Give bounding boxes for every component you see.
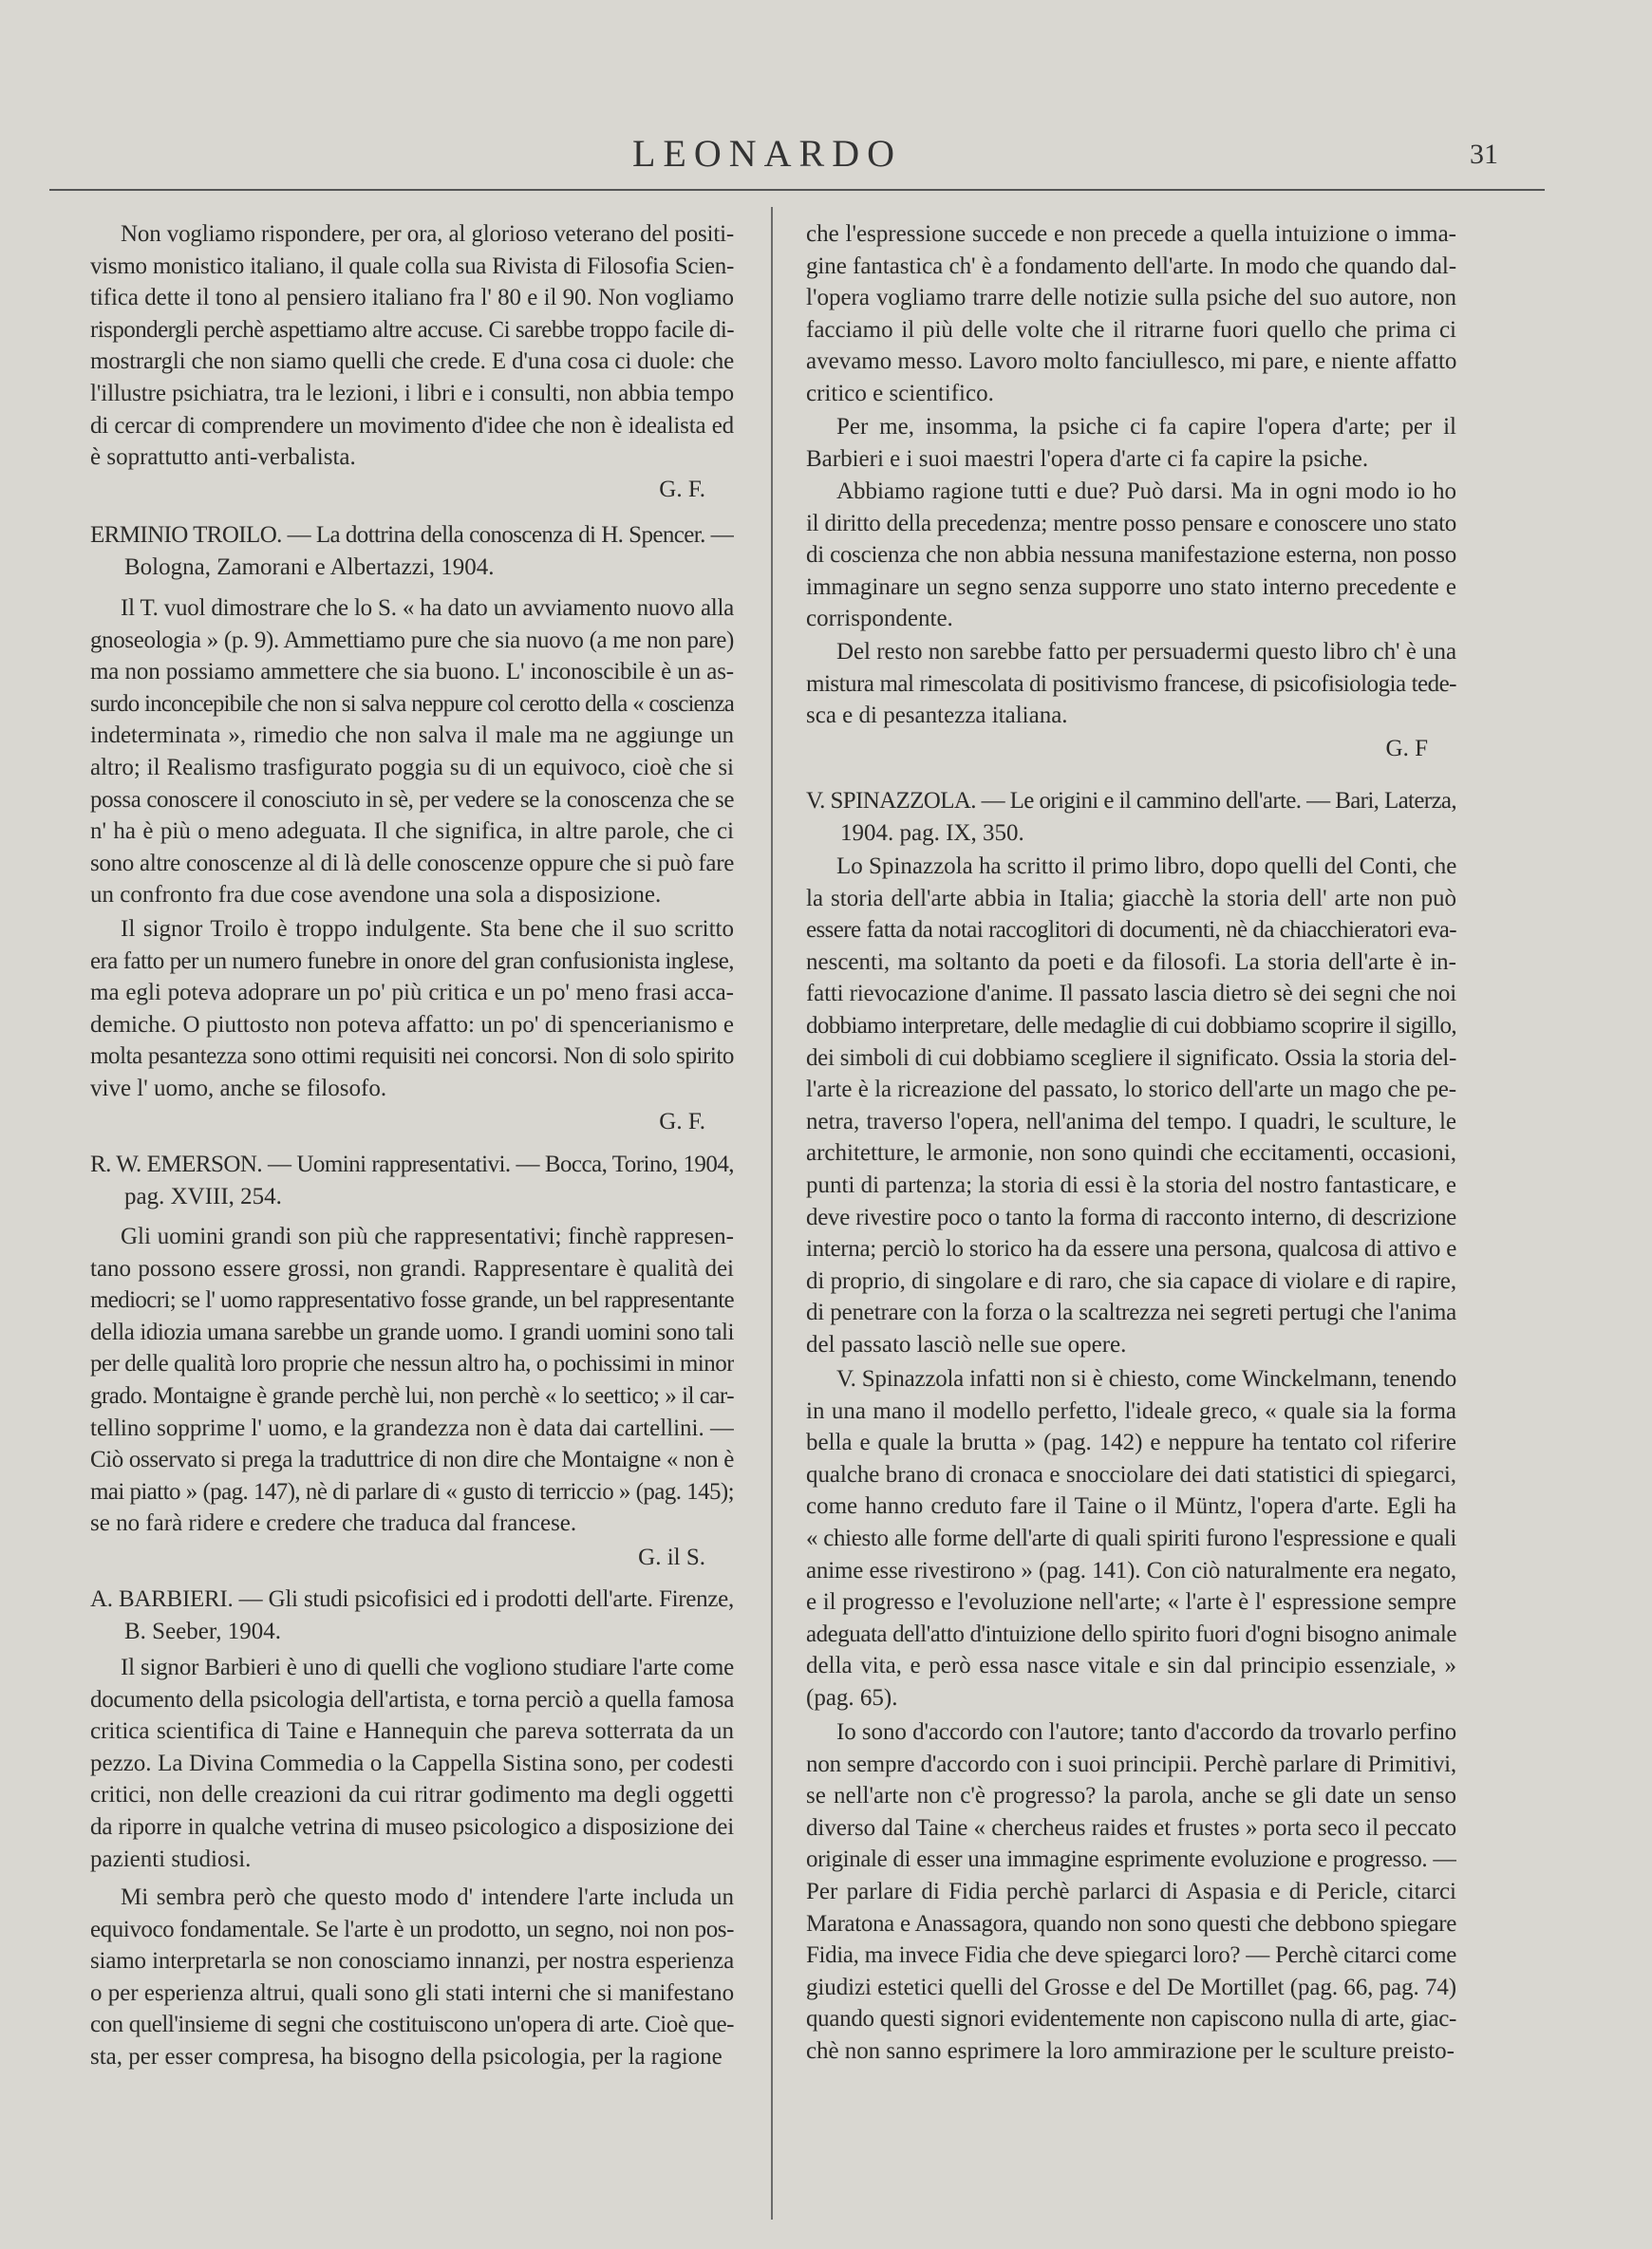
text-line: dobbiamo interpretare, delle medaglie di cui dobbiamo scoprire il sigillo, (806, 1012, 1456, 1039)
paragraph (806, 1716, 1456, 2068)
text-line: mistura mal rimescolata di positivismo francese, di psicofisiologia tede- (806, 670, 1456, 697)
text-line: fatti rievocazione d'anime. Il passato lascia dietro sè dei segni che noi (806, 981, 1456, 1007)
text-line: quando questi signori evidentemente non capiscono nulla di arte, giac- (806, 2006, 1456, 2033)
text-line: Gli uomini grandi son più che rappresentativi; finchè rappresen- (121, 1224, 734, 1249)
text-line: critico e scientifico. (806, 380, 994, 406)
text-line: A. BARBIERI. — Gli studi psicofisici ed i prodotti dell'arte. Firenze, (90, 1586, 734, 1612)
text-line: ERMINIO TROILO. — La dottrina della conoscenza di H. Spencer. — (90, 522, 734, 548)
text-line: pag. XVIII, 254. (124, 1183, 282, 1209)
paragraph (806, 218, 1456, 410)
text-line: che l'espressione succede e non precede a quella intuizione o imma- (806, 221, 1456, 247)
header-rule (49, 189, 1545, 191)
text-line: G. F (1385, 736, 1428, 761)
text-line: giudizi estetici quelli del Grosse e del De Mortillet (pag. 66, pag. 74) (806, 1974, 1456, 2000)
text-line: critica scientifica di Taine e Hannequin che pareva sotterrata da un (90, 1718, 734, 1745)
text-line: dei simboli di cui dobbiamo scegliere il significato. Ossia la storia del- (806, 1044, 1456, 1071)
text-line: rispondergli perchè aspettiamo altre accuse. Ci sarebbe troppo facile di- (90, 316, 734, 343)
text-line: della idiozia umana sarebbe un grande uomo. I grandi uomini sono tali (90, 1319, 734, 1345)
paragraph (806, 636, 1456, 732)
text-line: Maratona e Anassagora, quando non sono questi che debbono spiegare (806, 1910, 1456, 1937)
text-line: della vita, e però essa nasce vitale e sin dal principio essenziale, » (806, 1653, 1456, 1679)
text-line: sono altre conoscenze al di là delle conoscenze oppure che si può fare (90, 850, 734, 876)
text-line: in una mano il modello perfetto, l'ideale greco, « quale sia la forma (806, 1397, 1456, 1424)
text-line: ma egli poteva adoprare un po' più critica e un po' meno frasi acca- (90, 980, 734, 1006)
text-line: architetture, le armonie, non sono quindi che eccitamenti, occasioni, (806, 1140, 1456, 1167)
text-line: di coscienza che non abbia nessuna manifestazione esterna, non posso (806, 542, 1456, 569)
text-line: come hanno creduto fare il Taine o il Müntz, l'opera d'arte. Egli ha (806, 1493, 1456, 1520)
text-line: da riporre in qualche vetrina di museo psicologico a disposizione dei (90, 1813, 734, 1840)
text-line: documento della psicologia dell'artista, e torna perciò a quella famosa (90, 1686, 734, 1713)
text-line: G. il S. (638, 1545, 705, 1570)
paragraph (90, 218, 734, 474)
text-line: « chiesto alle forme dell'arte di quali spiriti furono l'espressione e quali (806, 1525, 1456, 1551)
text-line: nescenti, ma soltanto da poeti e da filosofi. La storia dell'arte è in- (806, 948, 1456, 975)
text-line: V. SPINAZZOLA. — Le origini e il cammino dell'arte. — Bari, Laterza, (806, 788, 1456, 814)
text-line: Ciò osservato si prega la traduttrice di non dire che Montaigne « non è (90, 1447, 734, 1473)
text-line: mai piatto » (pag. 147), nè di parlare di « gusto di terriccio » (pag. 145); (90, 1478, 734, 1505)
review-heading (90, 519, 734, 583)
text-line: Del resto non sarebbe fatto per persuadermi questo libro ch' è una (836, 639, 1456, 665)
text-line: Barbieri e i suoi maestri l'opera d'arte ci fa capire la psiche. (806, 445, 1369, 472)
text-line: Mi sembra però che questo modo d' intendere l'arte includa un (121, 1884, 734, 1910)
text-line: corrispondente. (806, 606, 953, 632)
text-line: l'illustre psichiatra, tra le lezioni, i libri e i consulti, non abbia tempo (90, 380, 734, 406)
text-line: bella e quale la brutta » (pag. 142) e neppure ha tentato col riferire (806, 1430, 1456, 1456)
text-line: punti di partenza; la storia di essi è la storia del nostro fantasticare, e (806, 1171, 1456, 1198)
page-number: 31 (1470, 139, 1498, 170)
text-line: Io sono d'accordo con l'autore; tanto d'accordo da trovarlo perfino (836, 1719, 1456, 1745)
text-line: vive l' uomo, anche se filosofo. (90, 1075, 387, 1101)
text-line: un confronto fra due cose avendone una sola a disposizione. (90, 882, 662, 909)
text-line: sca e di pesantezza italiana. (806, 703, 1068, 729)
text-line: l'opera vogliamo trarre delle notizie sulla psiche del suo autore, non (806, 285, 1456, 311)
text-line: G. F. (659, 1109, 705, 1134)
paragraph (806, 1363, 1456, 1715)
text-line: gnoseologia » (p. 9). Ammettiamo pure che sia nuovo (a me non pare) (90, 627, 734, 653)
text-line: se nell'arte non c'è progresso? la parola, anche se gli date un senso (806, 1783, 1456, 1809)
paragraph (90, 1221, 734, 1540)
text-line: è soprattutto anti-verbalista. (90, 444, 356, 471)
text-line: molta pesantezza sono ottimi requisiti nei concorsi. Non di solo spirito (90, 1043, 734, 1070)
text-line: se no farà ridere e credere che traduca dal francese. (90, 1510, 577, 1537)
text-line: indeterminata », rimedio che non salva il male ma ne aggiunge un (90, 722, 734, 749)
text-line: la storia dell'arte abbia in Italia; giacchè la storia dell' arte non può (806, 885, 1456, 911)
text-line: netra, traverso l'opera, nell'anima del tempo. I quadri, le sculture, le (806, 1108, 1456, 1134)
text-line: B. Seeber, 1904. (124, 1618, 281, 1644)
text-line: deve rivestire poco o tanto la forma di racconto interno, di descrizione (806, 1204, 1456, 1230)
text-line: diverso dal Taine « chercheus raides et frustes » porta seco il peccato (806, 1814, 1456, 1841)
text-line: di proprio, di singolare e di raro, che sia capace di violare e di rapire, (806, 1267, 1456, 1294)
paragraph (90, 1882, 734, 2073)
text-line: gine fantastica ch' è a fondamento dell'arte. In modo che quando dal- (806, 253, 1456, 279)
text-line: Per me, insomma, la psiche ci fa capire l'opera d'arte; per il (836, 414, 1456, 440)
text-line: tifica dette il tono al pensiero italiano fra l' 80 e il 90. Non vogliamo (90, 285, 734, 311)
text-line: (pag. 65). (806, 1684, 898, 1711)
signature (90, 1542, 734, 1574)
text-line: G. F. (659, 477, 705, 502)
text-line: avevamo messo. Lavoro molto fanciullesco, mi pare, e niente affatto (806, 348, 1456, 375)
text-line: o per esperienza altrui, quali sono gli stati interni che si manifestano (90, 1979, 734, 2006)
text-line: di cercar di comprendere un movimento d'idee che non è idealista ed (90, 412, 734, 439)
text-line: 1904. pag. IX, 350. (840, 819, 1024, 846)
text-line: originale di esser una immagine esprimente evoluzione e progresso. — (806, 1846, 1456, 1873)
text-line: essere fatta da notai raccoglitori di documenti, nè da chiacchieratori eva- (806, 917, 1456, 944)
review-heading (90, 1584, 734, 1647)
text-line: per delle qualità loro proprie che nessun altro ha, o pochissimi in minor (90, 1351, 734, 1378)
text-line: Il signor Barbieri è uno di quelli che vogliono studiare l'arte come (121, 1655, 734, 1680)
text-line: del passato lasciò nelle sue opere. (806, 1331, 1127, 1358)
text-line: mediocri; se l' uomo rappresentativo fosse grande, un bel rappresentante (90, 1287, 734, 1314)
text-line: Fidia, ma invece Fidia che deve spiegarci loro? — Perchè citarci come (806, 1942, 1456, 1969)
text-line: sta, per esser compresa, ha bisogno della psicologia, per la ragione (90, 2043, 723, 2070)
text-line: era fatto per un numero funebre in onore del gran confusionista inglese, (90, 947, 734, 974)
text-line: di penetrare con la forza o la scaltrezza nei segreti pertugi che l'anima (806, 1300, 1456, 1326)
paragraph (806, 476, 1456, 635)
text-line: R. W. EMERSON. — Uomini rappresentativi. — Bocca, Torino, 1904, (90, 1152, 734, 1177)
text-line: altro; il Realismo trasfigurato poggia su di un equivoco, cioè che si (90, 754, 734, 780)
text-line: possa conoscere il conosciuto in sè, per vedere se la conoscenza che se (90, 786, 734, 813)
text-line: surdo inconcepibile che non si salva neppure col cerotto della « coscienza (90, 690, 734, 717)
text-line: Per parlare di Fidia perchè parlarci di Aspasia e di Pericle, citarci (806, 1878, 1456, 1904)
text-line: mostrargli che non siamo quelli che crede. E d'una cosa ci duole: che (90, 348, 734, 375)
text-line: Abbiamo ragione tutti e due? Può darsi. Ma in ogni modo io ho (836, 478, 1456, 504)
paragraph (806, 411, 1456, 475)
text-line: grado. Montaigne è grande perchè lui, non perchè « lo seettico; » il car- (90, 1382, 734, 1409)
text-line: il diritto della precedenza; mentre posso pensare e conoscere uno stato (806, 510, 1456, 536)
text-line: siamo interpretarla se non conosciamo innanzi, per nostra esperienza (90, 1948, 734, 1975)
text-line: adeguata dell'atto d'intuizione dello spirito fuori d'ogni bisogno animale (806, 1621, 1456, 1647)
text-line: Bologna, Zamorani e Albertazzi, 1904. (124, 553, 495, 580)
paragraph (90, 913, 734, 1105)
text-line: demiche. O piuttosto non poteva affatto: un po' di spencerianismo e (90, 1011, 734, 1038)
signature (90, 1106, 734, 1138)
text-line: pazienti studiosi. (90, 1846, 252, 1872)
text-line: V. Spinazzola infatti non si è chiesto, come Winckelmann, tenendo (836, 1366, 1456, 1392)
text-line: chè non sanno esprimere la loro ammirazione per le sculture preisto- (806, 2037, 1455, 2064)
signature (806, 733, 1456, 765)
review-heading (806, 785, 1456, 849)
text-line: Non vogliamo rispondere, per ora, al glorioso veterano del positi- (121, 221, 734, 247)
paragraph (90, 1652, 734, 1875)
text-line: facciamo il più delle volte che il ritrarne fuori quello che prima ci (806, 316, 1456, 343)
text-line: tano possono essere grossi, non grandi. Rappresentare è qualità dei (90, 1255, 734, 1282)
text-line: Il signor Troilo è troppo indulgente. Sta bene che il suo scritto (121, 916, 734, 942)
text-line: con quell'insieme di segni che costituiscono un'opera di arte. Cioè que- (90, 2012, 734, 2038)
text-line: l'arte è la ricreazione del passato, lo storico dell'arte un mago che pe- (806, 1077, 1456, 1103)
text-line: tellino sopprime l' uomo, e la grandezza non è data dai cartellini. — (90, 1415, 734, 1441)
paragraph (90, 592, 734, 911)
text-line: anime esse rivestirono » (pag. 141). Con ciò naturalmente era negato, (806, 1557, 1456, 1584)
text-line: critici, non delle creazioni da cui ritrar godimento ma degli oggetti (90, 1782, 734, 1809)
paragraph (806, 851, 1456, 1361)
text-line: Lo Spinazzola ha scritto il primo libro, dopo quelli del Conti, che (836, 853, 1456, 879)
text-line: qualche brano di cronaca e snocciolare dei dati statistici di spiegarci, (806, 1461, 1456, 1488)
running-head-title: LEONARDO (632, 132, 902, 175)
column-divider (771, 207, 773, 2220)
text-line: n' ha è più o meno adeguata. Il che significa, in altre parole, che ci (90, 818, 734, 845)
review-heading (90, 1149, 734, 1212)
text-line: equivoco fondamentale. Se l'arte è un prodotto, un segno, noi non pos- (90, 1916, 734, 1942)
text-line: vismo monistico italiano, il quale colla sua Rivista di Filosofia Scien- (90, 253, 734, 279)
text-line: ma non possiamo ammettere che sia buono. L' inconoscibile è un as- (90, 659, 734, 685)
text-line: pezzo. La Divina Commedia o la Cappella Sistina sono, per codesti (90, 1750, 734, 1776)
text-line: immaginare un segno senza supporre uno stato interno precedente e (806, 573, 1456, 600)
signature (90, 474, 734, 506)
text-line: non sempre d'accordo con i suoi principii. Perchè parlare di Primitivi, (806, 1751, 1456, 1777)
text-line: Il T. vuol dimostrare che lo S. « ha dato un avviamento nuovo alla (121, 595, 734, 621)
text-line: e il progresso e l'evoluzione nell'arte; « l'arte è l' espressione sempre (806, 1589, 1456, 1616)
text-line: interna; perciò lo storico ha da essere una persona, qualcosa di attivo e (806, 1236, 1456, 1263)
